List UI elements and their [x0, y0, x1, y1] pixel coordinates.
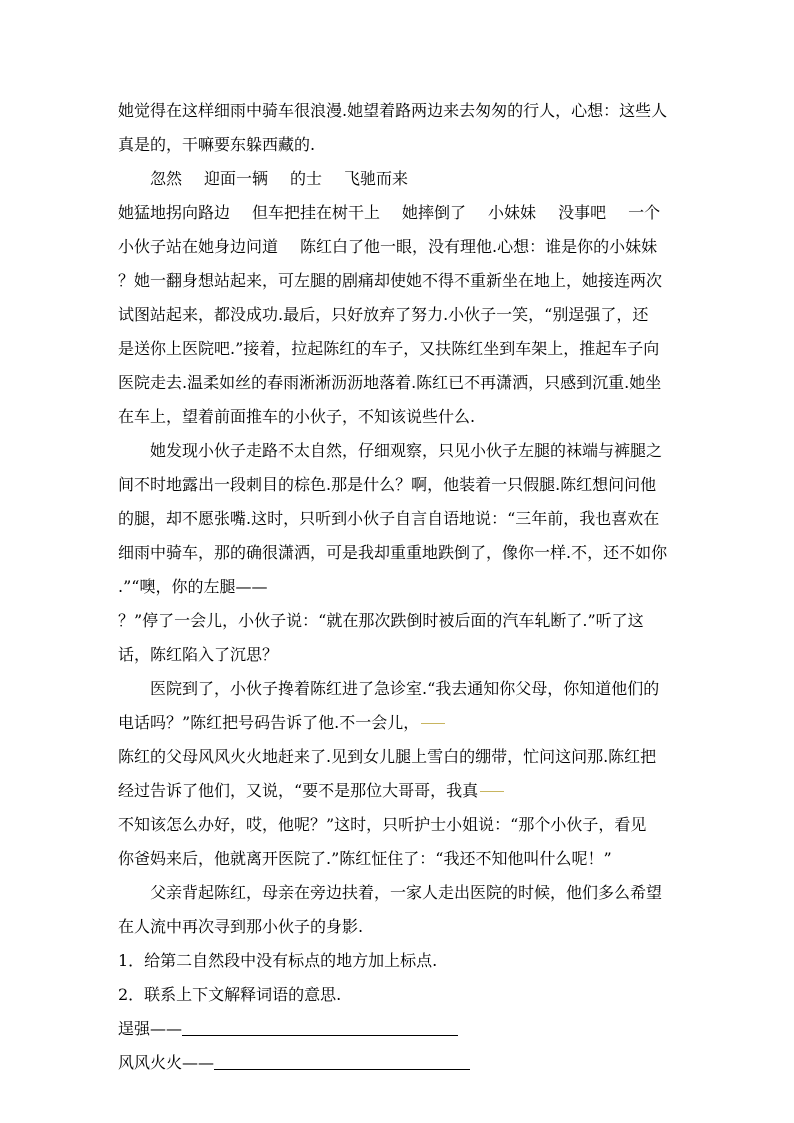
story-line-12: 间不时地露出一段刺目的棕色.那是什么？啊，他装着一只假腿.陈红想问问他: [118, 475, 657, 494]
story-line-9: 医院走去.温柔如丝的春雨淅淅沥沥地落着.陈红已不再潇洒，只感到沉重.她坐: [118, 373, 662, 392]
story-line-5: [118, 237, 678, 257]
story-line-7: 试图站起来，都没成功.最后，只好放弃了努力.小伙子一笑，“别逞强了，还: [118, 305, 649, 324]
story-line-6: ？她一翻身想站起来，可左腿的剧痛却使她不得不重新坐在地上，她接连两次: [118, 271, 663, 290]
story-line-4: [118, 203, 678, 223]
phrase: 她摔倒了: [402, 203, 467, 222]
story-line-24: 父亲背起陈红，母亲在旁边扶着，一家人走出医院的时候，他们多么希望: [150, 883, 663, 902]
story-line-14: 细雨中骑车，那的确很潇洒，可是我却重重地跌倒了，像你一样.不，还不如你: [118, 543, 668, 562]
phrase: 飞驰而来: [344, 169, 409, 188]
word-item-1: [118, 1019, 678, 1039]
story-line-1: 她觉得在这样细雨中骑车很浪漫.她望着路两边来去匆匆的行人，心想：这些人: [118, 101, 668, 120]
phrase: 小妹妹: [488, 203, 537, 222]
phrase: 经过告诉了他们，又说，“要不是那位大哥哥，我真: [118, 781, 479, 800]
story-line-3: [150, 169, 710, 189]
phrase: 电话吗？”陈红把号码告诉了他.不一会儿，: [118, 713, 420, 732]
story-line-17: 话，陈红陷入了沉思？: [118, 645, 279, 664]
story-line-19: [118, 713, 678, 733]
story-line-8: 是送你上医院吧.”接着，拉起陈红的车子，又扶陈红坐到车架上，推起车子向: [118, 339, 660, 358]
word-item-2: [118, 1053, 678, 1073]
phrase: 忽然: [150, 169, 183, 188]
story-line-18: 医院到了，小伙子搀着陈红进了急诊室.“我去通知你父母，你知道他们的: [150, 679, 660, 698]
question-2: 2．联系上下文解释词语的意思.: [118, 985, 342, 1004]
story-line-20: 陈红的父母风风火火地赶来了.见到女儿腿上雪白的绷带，忙问这问那.陈红把: [118, 747, 657, 766]
story-line-22: 不知该怎么办好，哎，他呢？”这时，只听护士小姐说：“那个小伙子，看见: [118, 815, 647, 834]
phrase: 小伙子站在她身边问道: [118, 237, 279, 256]
story-line-11: 她发现小伙子走路不太自然，仔细观察，只见小伙子左腿的袜端与裤腿之: [150, 441, 663, 460]
phrase: 的士: [290, 169, 323, 188]
phrase: 她猛地拐向路边: [118, 203, 231, 222]
word-label: 风风火火——: [118, 1053, 215, 1072]
phrase: 陈红白了他一眼，没有理他.心想：谁是你的小妹妹: [300, 237, 658, 256]
story-line-13: 的腿，却不愿张嘴.这时，只听到小伙子自言自语地说：“三年前，我也喜欢在: [118, 509, 660, 528]
phrase: 一个: [628, 203, 661, 222]
word-label: 逞强——: [118, 1019, 183, 1038]
phrase: 但车把挂在树干上: [252, 203, 381, 222]
answer-blank[interactable]: [182, 1035, 458, 1036]
story-line-16: ？”停了一会儿，小伙子说：“就在那次跌倒时被后面的汽车轧断了.”听了这: [118, 611, 644, 630]
answer-blank[interactable]: [214, 1069, 470, 1070]
story-line-21: [118, 781, 678, 801]
question-1: 1．给第二自然段中没有标点的地方加上标点.: [118, 951, 438, 970]
phrase: 迎面一辆: [204, 169, 269, 188]
phrase: 没事吧: [558, 203, 607, 222]
dash-mark: [480, 791, 504, 792]
dash-mark: [421, 723, 445, 724]
story-line-10: 在车上，望着前面推车的小伙子，不知该说些什么.: [118, 407, 476, 426]
story-line-25: 在人流中再次寻到那小伙子的身影.: [118, 917, 364, 936]
story-line-15: .”“噢，你的左腿——: [118, 577, 268, 596]
story-line-2: 真是的，干嘛要东躲西藏的.: [118, 135, 316, 154]
story-line-23: 你爸妈来后，他就离开医院了.”陈红怔住了：“我还不知他叫什么呢！”: [118, 849, 612, 868]
